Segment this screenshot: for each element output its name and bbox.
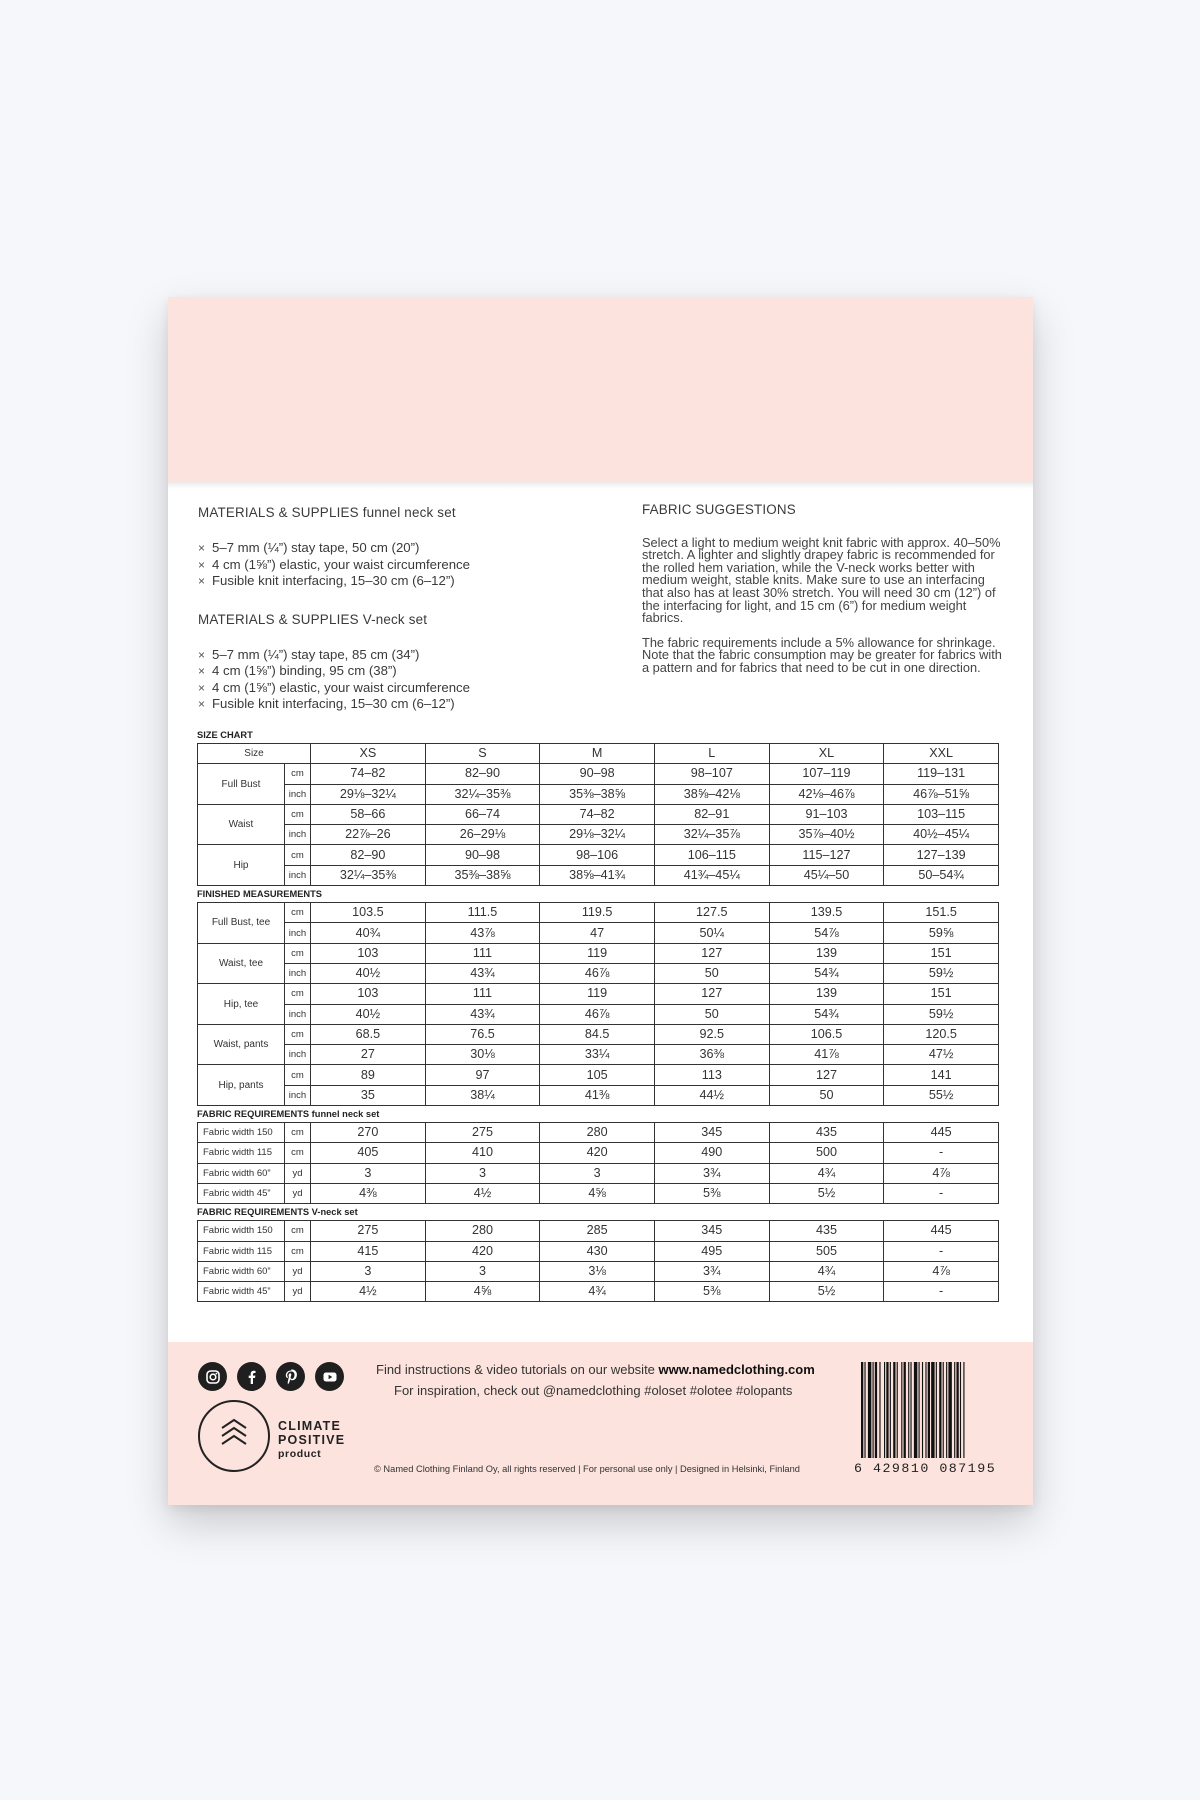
value-cell: 435 [769,1221,884,1241]
measurement-label: Hip, pants [198,1065,285,1106]
table-row [198,784,999,804]
value-cell: 420 [425,1241,540,1261]
value-cell: 3 [425,1163,540,1183]
value-cell: 3 [540,1163,655,1183]
value-cell: 33¼ [540,1045,655,1065]
value-cell: 4½ [311,1282,426,1302]
list-item: × Fusible knit interfacing, 15–30 cm (6–12”) [198,573,455,588]
pinterest-icon[interactable] [276,1362,305,1391]
value-cell: 445 [884,1123,999,1143]
unit-cell: cm [285,903,311,923]
table-header-row [198,744,999,764]
value-cell: 26–29⅛ [425,825,540,845]
value-cell: 41¾–45¼ [654,865,769,885]
size-header-label: Size [198,744,311,764]
materials-vneck-list [198,647,598,713]
footer-panel [168,1342,1033,1505]
table-row [198,804,999,824]
measurement-label: Hip [198,845,285,886]
value-cell: 127 [769,1065,884,1085]
value-cell: 46⅞ [540,1004,655,1024]
value-cell: 5½ [769,1282,884,1302]
value-cell: 495 [654,1241,769,1261]
size-chart-table [197,743,999,886]
table-row [198,1085,999,1105]
climate-positive-text: CLIMATE POSITIVE product [278,1419,346,1460]
table-row [198,984,999,1004]
value-cell: 435 [769,1123,884,1143]
size-header-cell: L [654,744,769,764]
list-item: × 4 cm (1⅝”) elastic, your waist circumference [198,556,470,572]
fabric-width-label: Fabric width 60” [198,1261,285,1281]
unit-cell: cm [285,943,311,963]
value-cell: 275 [425,1123,540,1143]
value-cell: 32¼–35⅜ [425,784,540,804]
value-cell: 119–131 [884,764,999,784]
table-row [198,1241,999,1261]
value-cell: 50¼ [654,923,769,943]
value-cell: 139 [769,943,884,963]
value-cell: 46⅞–51⅝ [884,784,999,804]
value-cell: 35⅜–38⅝ [540,784,655,804]
website-line: Find instructions & video tutorials on our website www.namedclothing.com [376,1362,815,1377]
value-cell: 82–90 [425,764,540,784]
table-row [198,923,999,943]
value-cell: 97 [425,1065,540,1085]
value-cell: 41⅜ [540,1085,655,1105]
value-cell: 35 [311,1085,426,1105]
measurement-label: Waist, pants [198,1024,285,1065]
table-row [198,1004,999,1024]
list-item: × 5–7 mm (¼”) stay tape, 85 cm (34”) [198,646,420,662]
value-cell: 98–107 [654,764,769,784]
table-row [198,865,999,885]
value-cell: 4⅝ [540,1183,655,1203]
value-cell: 92.5 [654,1024,769,1044]
value-cell: 43¾ [425,1004,540,1024]
unit-cell: cm [285,804,311,824]
value-cell: 270 [311,1123,426,1143]
value-cell: 127 [654,984,769,1004]
value-cell: 4¾ [769,1163,884,1183]
list-item: × 5–7 mm (¼”) stay tape, 50 cm (20”) [198,540,420,555]
value-cell: 82–90 [311,845,426,865]
value-cell: 43¾ [425,963,540,983]
value-cell: 54¾ [769,963,884,983]
value-cell: 111 [425,943,540,963]
unit-cell: inch [285,923,311,943]
table-row [198,1065,999,1085]
fabric-suggestions-title: FABRIC SUGGESTIONS [642,502,796,517]
value-cell: 35⅞–40½ [769,825,884,845]
unit-cell: yd [285,1183,311,1203]
fabric-width-label: Fabric width 45” [198,1282,285,1302]
value-cell: 3⅛ [540,1261,655,1281]
unit-cell: cm [285,764,311,784]
value-cell: 76.5 [425,1024,540,1044]
value-cell: - [884,1282,999,1302]
value-cell: 84.5 [540,1024,655,1044]
fabric-width-label: Fabric width 115 [198,1241,285,1261]
unit-cell: inch [285,865,311,885]
value-cell: 151.5 [884,903,999,923]
measurement-label: Full Bust [198,764,285,805]
value-cell: 29⅛–32¼ [311,784,426,804]
value-cell: 500 [769,1143,884,1163]
value-cell: 90–98 [540,764,655,784]
value-cell: 445 [884,1221,999,1241]
value-cell: 3 [425,1261,540,1281]
value-cell: 32¼–35⅞ [654,825,769,845]
value-cell: 410 [425,1143,540,1163]
value-cell: 45¼–50 [769,865,884,885]
value-cell: 50 [769,1085,884,1105]
list-item: × Fusible knit interfacing, 15–30 cm (6–12”) [198,696,455,711]
inspiration-line: For inspiration, check out @namedclothing #oloset #olotee #olopants [394,1383,793,1398]
table-row [198,764,999,784]
value-cell: 54¾ [769,1004,884,1024]
value-cell: 4⅜ [311,1183,426,1203]
value-cell: 505 [769,1241,884,1261]
value-cell: 38⅝–41¾ [540,865,655,885]
social-icons [198,1362,344,1391]
value-cell: 119.5 [540,903,655,923]
measurement-label: Hip, tee [198,984,285,1025]
value-cell: 30⅛ [425,1045,540,1065]
materials-column [198,505,598,735]
size-header-cell: XXL [884,744,999,764]
value-cell: 38⅝–42⅛ [654,784,769,804]
table-row [198,1221,999,1241]
value-cell: - [884,1183,999,1203]
table-row [198,1143,999,1163]
fabric-width-label: Fabric width 150 [198,1123,285,1143]
instagram-icon[interactable] [198,1362,227,1391]
youtube-icon[interactable] [315,1362,344,1391]
fabric-width-label: Fabric width 150 [198,1221,285,1241]
unit-cell: cm [285,1143,311,1163]
value-cell: 430 [540,1241,655,1261]
value-cell: 27 [311,1045,426,1065]
value-cell: 54⅞ [769,923,884,943]
value-cell: 74–82 [311,764,426,784]
materials-funnel-list [198,540,598,590]
value-cell: 66–74 [425,804,540,824]
value-cell: 405 [311,1143,426,1163]
fabric-suggestions-column [642,503,1002,687]
value-cell: 490 [654,1143,769,1163]
value-cell: 46⅞ [540,963,655,983]
value-cell: 40½–45¼ [884,825,999,845]
fabric-allowance-text: The fabric requirements include a 5% allowance for shrinkage. Note that the fabric consumption may be greater for fabrics with a pattern and for fabrics that need to be cut in one direction. [642,634,1002,676]
value-cell: 3¾ [654,1261,769,1281]
top-pink-panel [168,297,1033,485]
table-row [198,943,999,963]
value-cell: 82–91 [654,804,769,824]
size-header-cell: M [540,744,655,764]
value-cell: 5⅜ [654,1282,769,1302]
value-cell: 40¾ [311,923,426,943]
value-cell: 345 [654,1221,769,1241]
value-cell: 43⅞ [425,923,540,943]
value-cell: 107–119 [769,764,884,784]
table-row [198,1045,999,1065]
value-cell: 139.5 [769,903,884,923]
materials-funnel-title: MATERIALS & SUPPLIES funnel neck set [198,505,456,520]
value-cell: 38¼ [425,1085,540,1105]
unit-cell: inch [285,1085,311,1105]
value-cell: 4⅞ [884,1261,999,1281]
size-header-cell: XL [769,744,884,764]
list-item: × 4 cm (1⅝”) binding, 95 cm (38”) [198,663,397,678]
value-cell: 44½ [654,1085,769,1105]
value-cell: 68.5 [311,1024,426,1044]
value-cell: 90–98 [425,845,540,865]
value-cell: 4¾ [769,1261,884,1281]
value-cell: 106.5 [769,1024,884,1044]
value-cell: 280 [425,1221,540,1241]
barcode-number: 6 429810 087195 [854,1461,997,1476]
unit-cell: cm [285,1065,311,1085]
value-cell: 106–115 [654,845,769,865]
value-cell: 285 [540,1221,655,1241]
table-row [198,1024,999,1044]
measurement-label: Waist [198,804,285,845]
value-cell: 55½ [884,1085,999,1105]
tables-area [197,727,999,1302]
fabric-width-label: Fabric width 115 [198,1143,285,1163]
value-cell: 139 [769,984,884,1004]
unit-cell: inch [285,1045,311,1065]
climate-positive-logo [198,1400,270,1472]
fabric-funnel-table [197,1122,999,1204]
value-cell: 36⅜ [654,1045,769,1065]
value-cell: 119 [540,984,655,1004]
pattern-back-cover [168,297,1033,1505]
value-cell: 3 [311,1163,426,1183]
value-cell: 29⅛–32¼ [540,825,655,845]
value-cell: 103–115 [884,804,999,824]
unit-cell: yd [285,1261,311,1281]
unit-cell: cm [285,1221,311,1241]
value-cell: 3¾ [654,1163,769,1183]
value-cell: 74–82 [540,804,655,824]
value-cell: 22⅞–26 [311,825,426,845]
value-cell: 47½ [884,1045,999,1065]
value-cell: 111 [425,984,540,1004]
size-header-cell: S [425,744,540,764]
value-cell: 59⅝ [884,923,999,943]
value-cell: 42⅛–46⅞ [769,784,884,804]
table-row [198,1123,999,1143]
table-row [198,825,999,845]
barcode [861,1362,1001,1458]
value-cell: 103 [311,984,426,1004]
unit-cell: inch [285,1004,311,1024]
unit-cell: inch [285,825,311,845]
measurement-label: Full Bust, tee [198,903,285,944]
table-row [198,1261,999,1281]
value-cell: 91–103 [769,804,884,824]
value-cell: 98–106 [540,845,655,865]
measurement-label: Waist, tee [198,943,285,984]
value-cell: 41⅞ [769,1045,884,1065]
value-cell: 59½ [884,1004,999,1024]
value-cell: 105 [540,1065,655,1085]
value-cell: 280 [540,1123,655,1143]
unit-cell: cm [285,984,311,1004]
size-header-cell: XS [311,744,426,764]
materials-vneck-title: MATERIALS & SUPPLIES V-neck set [198,611,428,627]
value-cell: 50–54¾ [884,865,999,885]
value-cell: 32¼–35⅜ [311,865,426,885]
value-cell: 119 [540,943,655,963]
value-cell: 40½ [311,963,426,983]
value-cell: 4¾ [540,1282,655,1302]
value-cell: 50 [654,963,769,983]
fabric-width-label: Fabric width 60” [198,1163,285,1183]
size-chart-title: SIZE CHART [197,730,253,740]
unit-cell: cm [285,1024,311,1044]
website-link[interactable]: www.namedclothing.com [658,1362,815,1377]
value-cell: 47 [540,923,655,943]
value-cell: 127 [654,943,769,963]
table-row [198,903,999,923]
value-cell: 50 [654,1004,769,1024]
value-cell: 115–127 [769,845,884,865]
value-cell: 4⅝ [425,1282,540,1302]
unit-cell: inch [285,963,311,983]
table-row [198,963,999,983]
unit-cell: inch [285,784,311,804]
value-cell: 275 [311,1221,426,1241]
value-cell: 120.5 [884,1024,999,1044]
fabric-funnel-title: FABRIC REQUIREMENTS funnel neck set [197,1109,380,1120]
value-cell: 4½ [425,1183,540,1203]
unit-cell: cm [285,845,311,865]
unit-cell: cm [285,1123,311,1143]
value-cell: 415 [311,1241,426,1261]
finished-measurements-title: FINISHED MEASUREMENTS [197,889,322,900]
value-cell: 111.5 [425,903,540,923]
table-row [198,1282,999,1302]
copyright-text: © Named Clothing Finland Oy, all rights reserved | For personal use only | Designed in Helsinki, Finland [374,1464,800,1474]
value-cell: - [884,1241,999,1261]
value-cell: 141 [884,1065,999,1085]
table-row [198,1163,999,1183]
fabric-vneck-title: FABRIC REQUIREMENTS V-neck set [197,1207,358,1218]
value-cell: 58–66 [311,804,426,824]
value-cell: 151 [884,943,999,963]
fabric-suggestions-text: Select a light to medium weight knit fabric with approx. 40–50% stretch. A lighter and slightly drapey fabric is recommended for the rolled hem variation, while the V-neck works better with medium weight, stable knits. Make sure to use an interfacing that also has at least 30% stretch. You will need 30 cm (12”) of the interfacing for light, and 15 cm (6”) for medium weight fabrics. [642,534,1001,626]
value-cell: - [884,1143,999,1163]
list-item: × 4 cm (1⅝”) elastic, your waist circumference [198,679,470,695]
value-cell: 3 [311,1261,426,1281]
facebook-icon[interactable] [237,1362,266,1391]
finished-measurements-table [197,902,999,1106]
value-cell: 127.5 [654,903,769,923]
fabric-width-label: Fabric width 45” [198,1183,285,1203]
unit-cell: cm [285,1241,311,1261]
value-cell: 35⅜–38⅝ [425,865,540,885]
value-cell: 127–139 [884,845,999,865]
value-cell: 113 [654,1065,769,1085]
fabric-vneck-table [197,1220,999,1302]
value-cell: 151 [884,984,999,1004]
value-cell: 89 [311,1065,426,1085]
unit-cell: yd [285,1163,311,1183]
value-cell: 103 [311,943,426,963]
table-row [198,845,999,865]
value-cell: 4⅞ [884,1163,999,1183]
value-cell: 59½ [884,963,999,983]
value-cell: 103.5 [311,903,426,923]
value-cell: 420 [540,1143,655,1163]
value-cell: 345 [654,1123,769,1143]
unit-cell: yd [285,1282,311,1302]
value-cell: 5½ [769,1183,884,1203]
value-cell: 40½ [311,1004,426,1024]
table-row [198,1183,999,1203]
value-cell: 5⅜ [654,1183,769,1203]
